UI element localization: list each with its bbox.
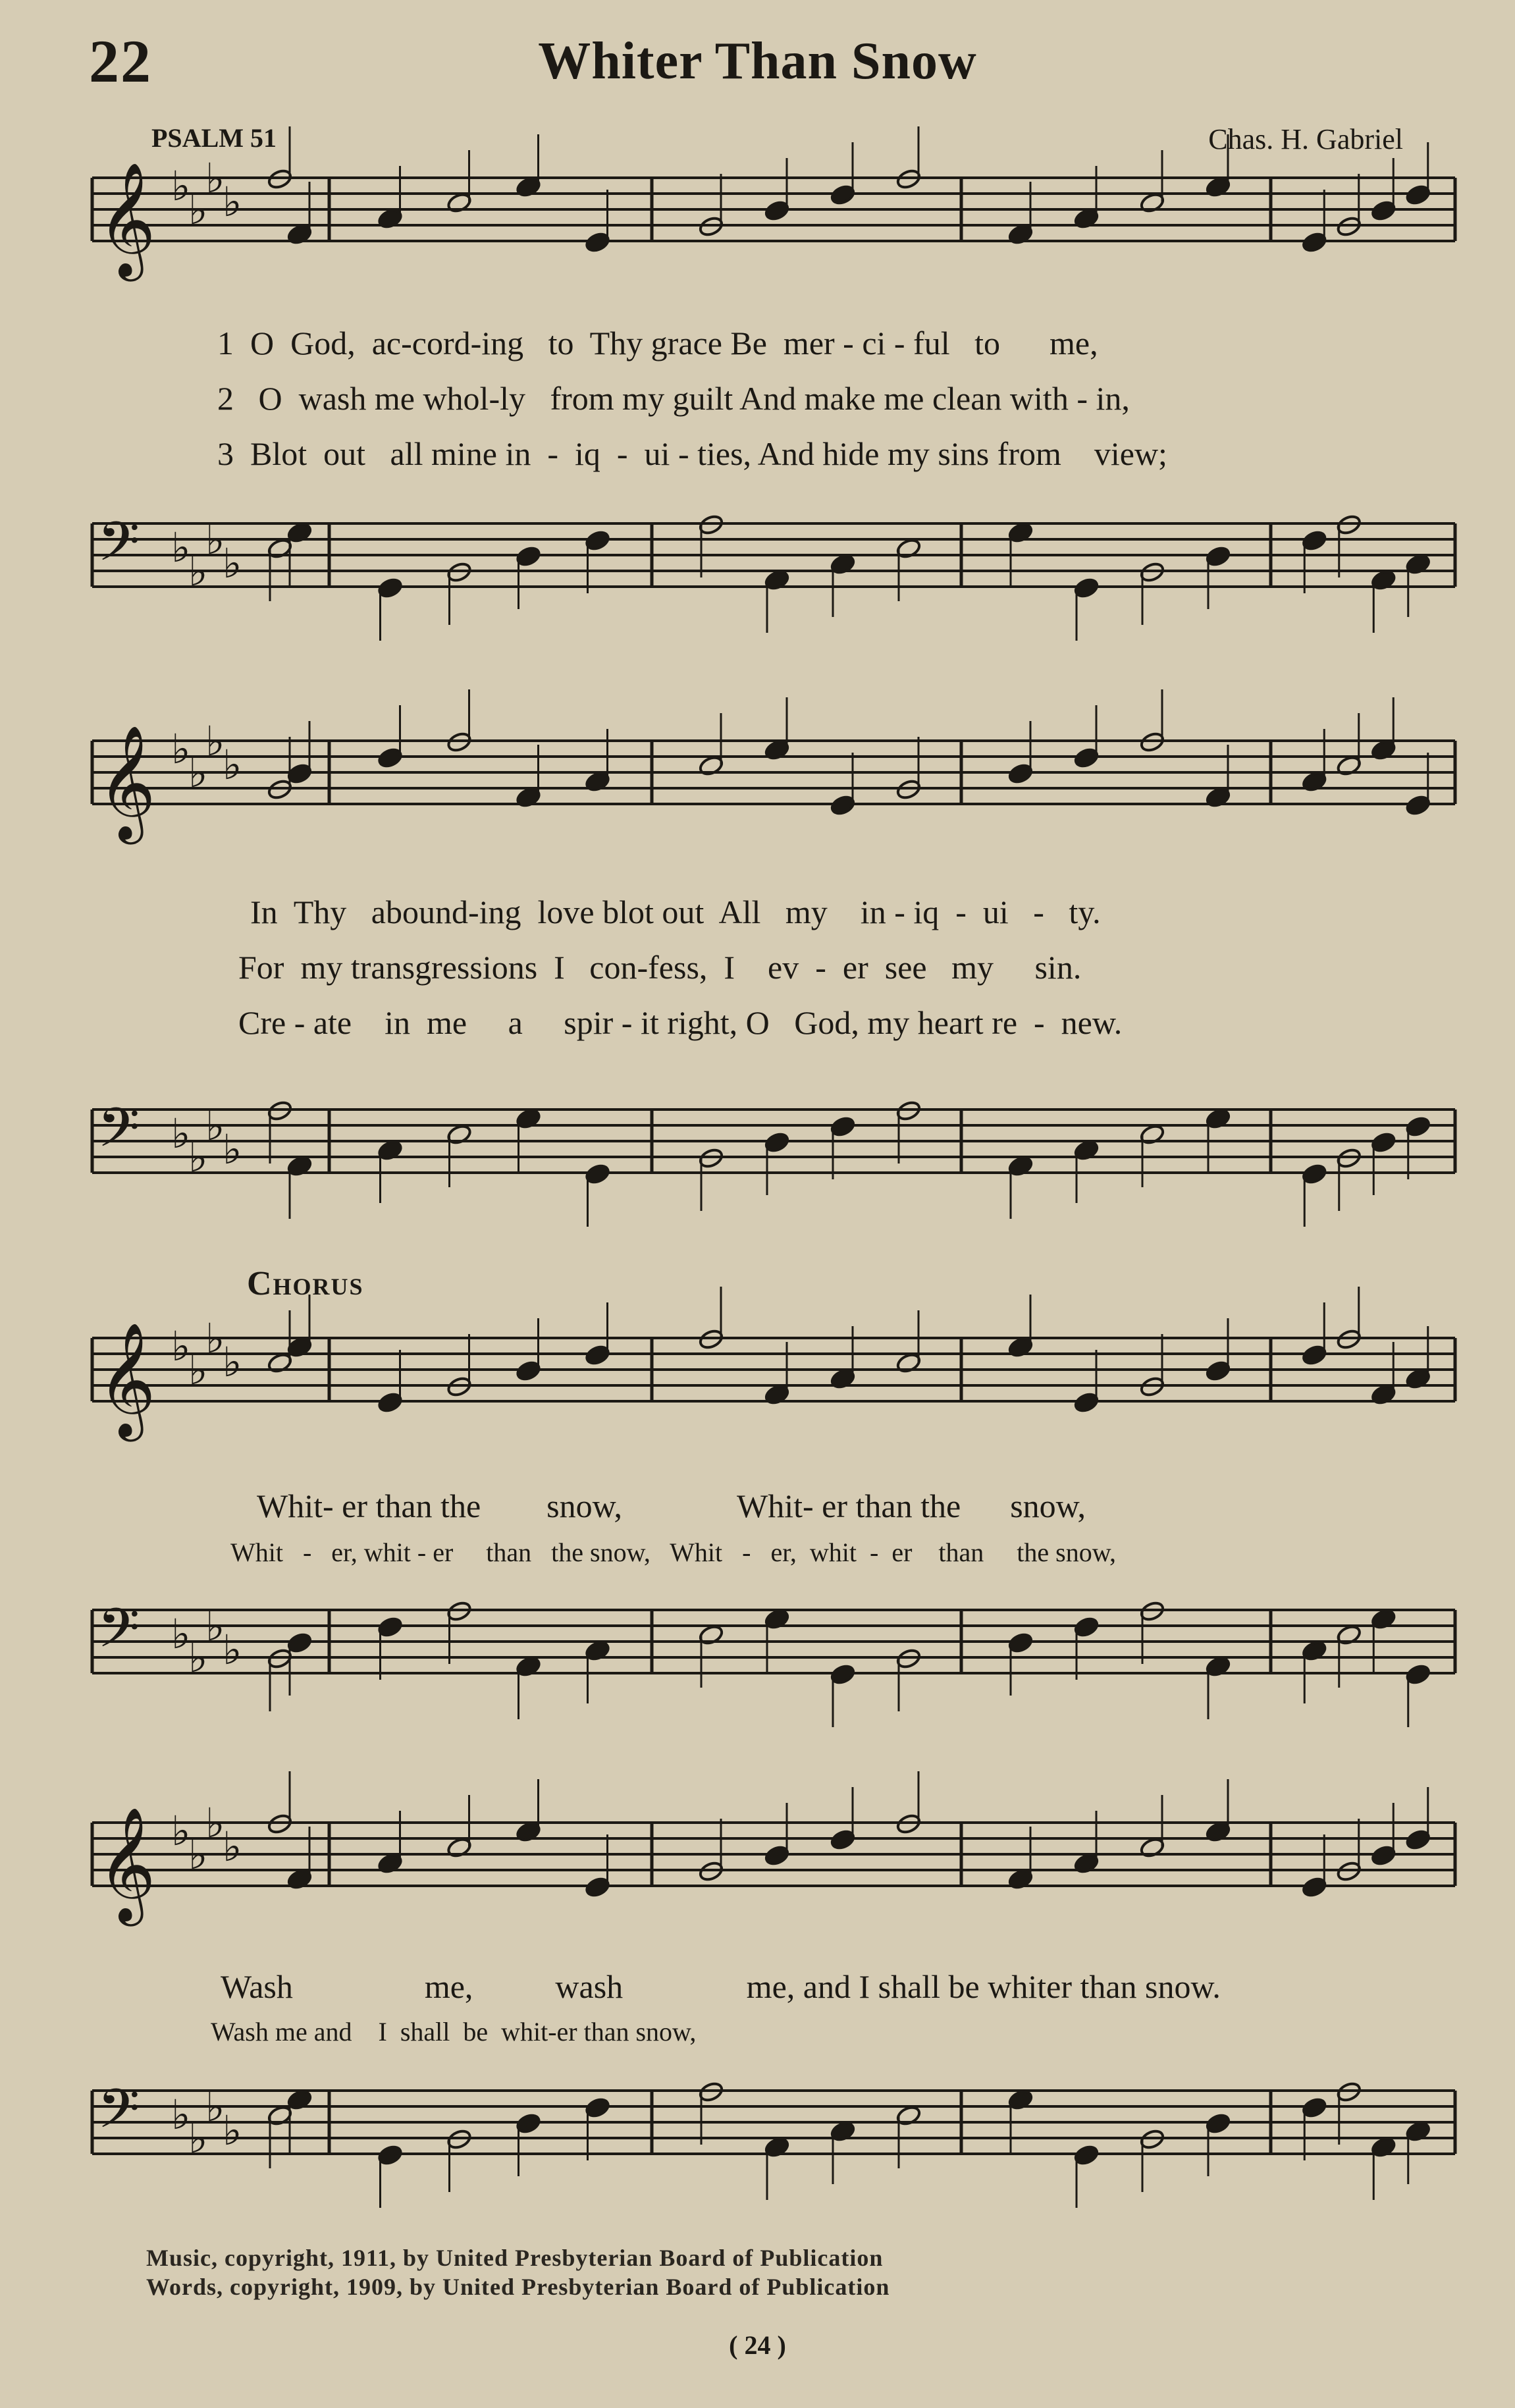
verse-3-line-2: Cre - ate in me a spir - it right, O God, my heart re - new. [238,1004,1123,1041]
flat-icon: ♭ [188,1634,208,1682]
music-copyright: Music, copyright, 1911, by United Presbyterian Board of Publication [146,2245,884,2271]
system-1-treble-staff [0,151,1515,309]
flat-icon: ♭ [171,523,191,572]
flat-icon: ♭ [205,154,225,202]
flat-icon: ♭ [205,1799,225,1847]
composer: Chas. H. Gabriel [1208,123,1403,155]
system-1-bass-staff [0,497,1515,655]
treble-clef-icon: 𝄞 [97,1807,156,1921]
bass-clef-icon: 𝄢 [97,1596,140,1673]
bass-clef-icon: 𝄢 [97,2077,140,2154]
flat-icon: ♭ [188,547,208,595]
flat-icon: ♭ [188,749,208,797]
verse-1-line-2: In Thy abound-ing love blot out All my in - iq - ui - ty. [250,894,1101,930]
hymn-title: Whiter Than Snow [538,32,977,90]
treble-clef-icon: 𝄞 [97,1322,156,1437]
flat-icon: ♭ [171,162,191,210]
system-4-bass-staff [0,2064,1515,2222]
system-3-bass-staff [0,1584,1515,1742]
flat-icon: ♭ [205,1314,225,1362]
flat-icon: ♭ [171,1322,191,1370]
chorus-line-1-alto: Whit - er, whit - er than the snow, Whit - er, whit - er than the snow, [230,1538,1117,1567]
flat-icon: ♭ [205,2083,225,2131]
bass-clef-icon: 𝄢 [97,510,140,587]
flat-icon: ♭ [171,1110,191,1158]
system-3-treble-staff [0,1312,1515,1470]
verse-1-line-1: 1 O God, ac-cord-ing to Thy grace Be mer - ci - ful to me, [217,325,1098,361]
treble-clef-icon: 𝄞 [97,725,156,840]
flat-icon: ♭ [205,516,225,564]
flat-icon: ♭ [188,1831,208,1879]
chorus-line-1-main: Whit- er than the snow, Whit- er than the snow, [257,1487,1086,1524]
words-copyright: Words, copyright, 1909, by United Presbyterian Board of Publication [146,2274,890,2300]
chorus-line-2-main: Wash me, wash me, and I shall be whiter than snow. [221,1968,1221,2005]
flat-icon: ♭ [223,2106,242,2154]
flat-icon: ♭ [205,1602,225,1650]
chorus-label: Chorus [247,1265,364,1302]
system-2-treble-staff [0,714,1515,872]
flat-icon: ♭ [223,539,242,587]
flat-icon: ♭ [223,1338,242,1386]
flat-icon: ♭ [171,1610,191,1658]
flat-icon: ♭ [188,1133,208,1181]
flat-icon: ♭ [223,1125,242,1173]
flat-icon: ♭ [223,741,242,789]
chorus-line-2-alto: Wash me and I shall be whit-er than snow, [211,2017,697,2047]
flat-icon: ♭ [205,1102,225,1150]
verse-2-line-2: For my transgressions I con-fess, I ev - er see my sin. [238,949,1082,986]
flat-icon: ♭ [188,1346,208,1394]
flat-icon: ♭ [188,186,208,234]
flat-icon: ♭ [205,717,225,765]
flat-icon: ♭ [171,725,191,773]
flat-icon: ♭ [223,1823,242,1871]
system-4-treble-staff [0,1796,1515,1954]
bass-clef-icon: 𝄢 [97,1096,140,1173]
treble-clef-icon: 𝄞 [97,162,156,277]
verse-2-line-1: 2 O wash me whol-ly from my guilt And make me clean with - in, [217,380,1130,417]
flat-icon: ♭ [171,1807,191,1855]
hymn-number: 22 [89,28,152,95]
flat-icon: ♭ [188,2114,208,2162]
flat-icon: ♭ [223,1626,242,1674]
flat-icon: ♭ [223,178,242,226]
verse-3-line-1: 3 Blot out all mine in - iq - ui - ties, And hide my sins from view; [217,435,1167,472]
flat-icon: ♭ [171,2091,191,2139]
scripture-source: PSALM 51 [151,123,277,153]
page-number: ( 24 ) [729,2330,786,2360]
system-2-bass-staff [0,1083,1515,1241]
